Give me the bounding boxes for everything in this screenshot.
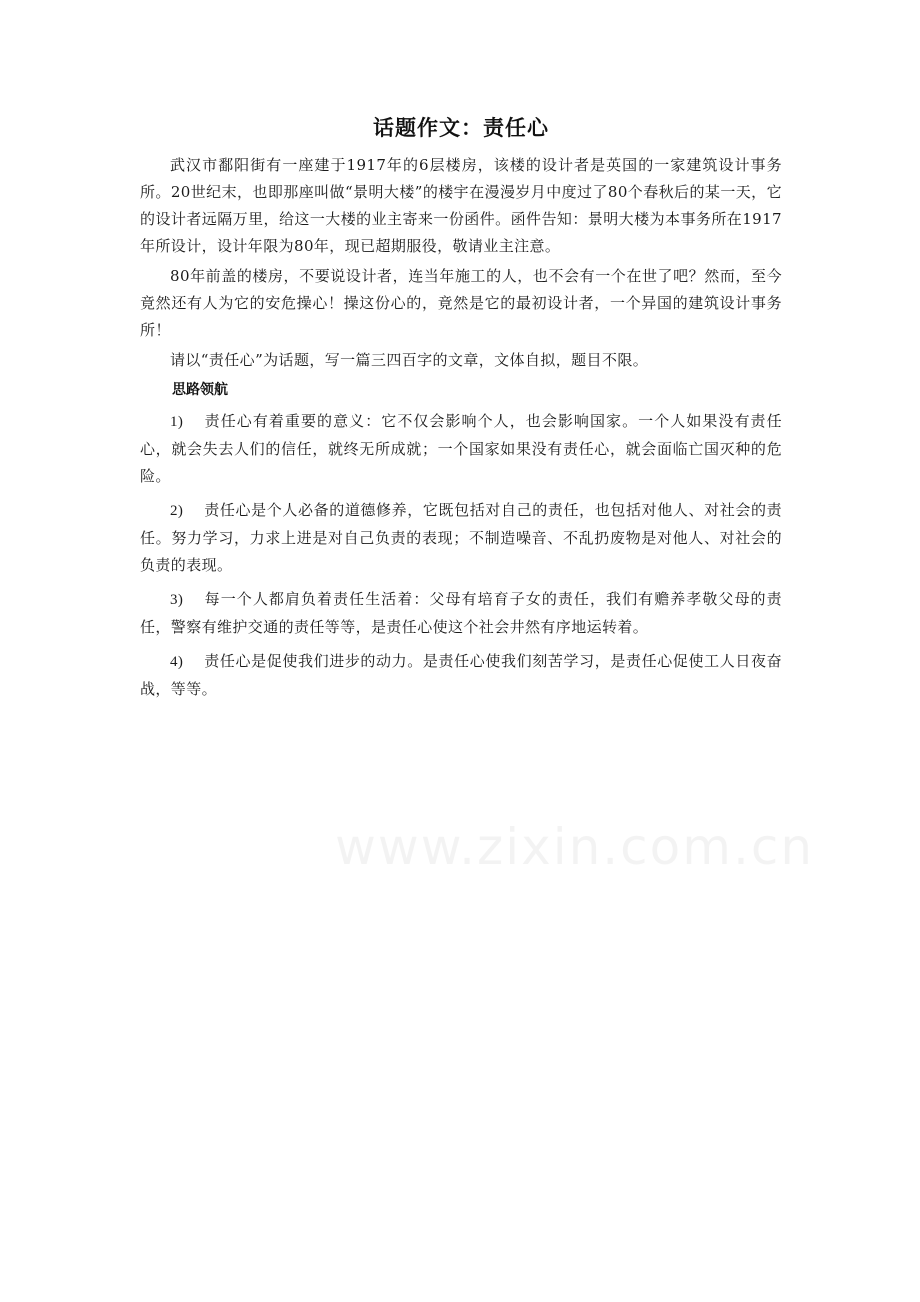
- document-title: 话题作文：责任心: [373, 116, 549, 140]
- guide-item-4: [140, 648, 782, 703]
- document-body: [140, 112, 782, 710]
- guide-item-text: 每一个人都肩负着责任生活着：父母有培育子女的责任，我们有赡养孝敬父母的责任，警察有维护交通的责任等等，是责任心使这个社会井然有序地运转着。: [140, 590, 782, 636]
- prompt-paragraph-3: 请以“责任心”为话题，写一篇三四百字的文章，文体自拟，题目不限。: [170, 351, 649, 369]
- guide-heading: 思路领航: [172, 382, 228, 398]
- guide-item-number: 1): [170, 414, 184, 430]
- guide-item-number: 3): [170, 592, 184, 608]
- guide-item-3: [140, 586, 782, 641]
- guide-item-number: 4): [170, 654, 184, 670]
- guide-item-1: [140, 408, 782, 490]
- prompt-paragraph-1: 武汉市鄱阳街有一座建于1917年的6层楼房，该楼的设计者是英国的一家建筑设计事务所。20世纪末，也即那座叫做“景明大楼”的楼宇在漫漫岁月中度过了80个春秋后的某一天，它的设计者远隔万里，给这一大楼的业主寄来一份函件。函件告知：景明大楼为本事务所在1917年所设计，设计年限为80年，现已超期服役，敬请业主注意。: [140, 156, 782, 255]
- guide-item-2: [140, 497, 782, 579]
- guide-item-text: 责任心有着重要的意义：它不仅会影响个人，也会影响国家。一个人如果没有责任心，就会失去人们的信任，就终无所成就；一个国家如果没有责任心，就会面临亡国灭种的危险。: [140, 412, 782, 485]
- guide-item-text: 责任心是促使我们进步的动力。是责任心使我们刻苦学习，是责任心促使工人日夜奋战，等等。: [140, 652, 782, 698]
- watermark: [335, 818, 814, 876]
- guide-item-text: 责任心是个人必备的道德修养，它既包括对自己的责任，也包括对他人、对社会的责任。努力学习，力求上进是对自己负责的表现；不制造噪音、不乱扔废物是对他人、对社会的负责的表现。: [140, 501, 782, 574]
- prompt-paragraph-2: 80年前盖的楼房，不要说设计者，连当年施工的人，也不会有一个在世了吧？然而，至今竟然还有人为它的安危操心！操这份心的，竟然是它的最初设计者，一个异国的建筑设计事务所！: [140, 267, 782, 339]
- guide-item-number: 2): [170, 503, 184, 519]
